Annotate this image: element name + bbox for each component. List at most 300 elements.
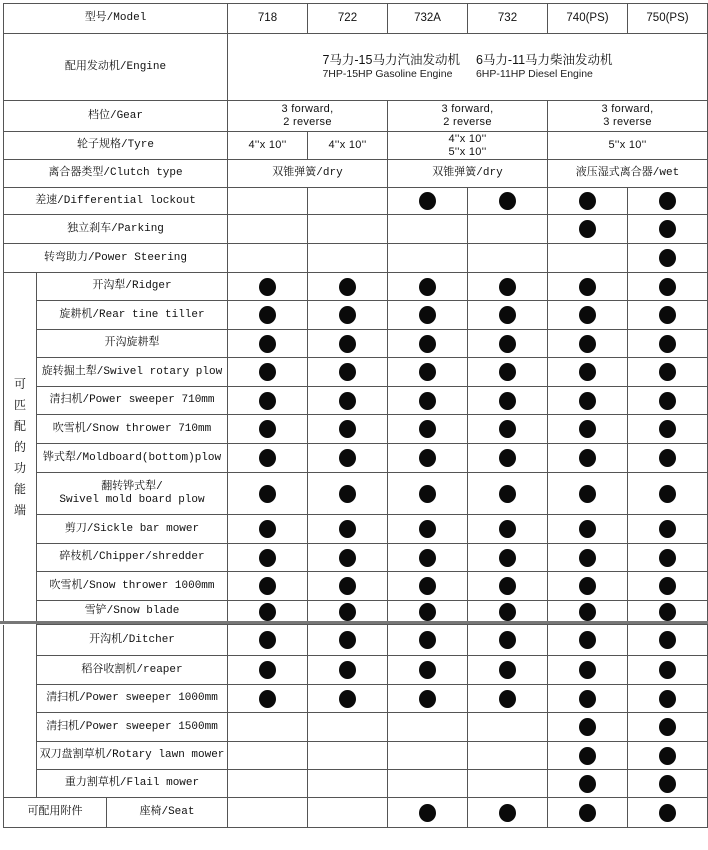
mark-cell-750ps [628,301,708,330]
attachment-label [37,301,228,330]
attachment-row [4,415,708,444]
filled-dot-icon [659,306,676,324]
mark-cell-740ps [548,515,628,544]
attachment-label [37,572,228,601]
mark-cell-722 [308,415,388,444]
mark-cell-722 [308,358,388,387]
model-2: 732A [388,4,468,34]
mark-cell-740ps [548,244,628,273]
mark-cell-750ps [628,601,708,623]
mark-cell-718 [228,444,308,473]
mark-cell-722 [308,444,388,473]
mark-cell-750ps [628,656,708,685]
filled-dot-icon [419,577,436,595]
attachment-row [4,685,708,713]
filled-dot-icon [579,603,596,621]
mark-cell-722 [308,625,388,656]
filled-dot-icon [419,192,436,210]
mark-cell-732a [388,515,468,544]
mark-cell-722 [308,473,388,515]
filled-dot-icon [259,520,276,538]
mark-cell-750ps [628,215,708,244]
engine-row [4,34,708,101]
filled-dot-icon [579,192,596,210]
filled-dot-icon [339,603,356,621]
filled-dot-icon [419,485,436,503]
cell-line-1: 5''x 10'' [608,139,647,151]
model-5: 750(PS) [628,4,708,34]
mark-cell-750ps [628,473,708,515]
feature-label: 转弯助力/Power Steering [4,244,228,273]
mark-cell-722 [308,330,388,358]
filled-dot-icon [659,392,676,410]
filled-dot-icon [339,690,356,708]
filled-dot-icon [499,485,516,503]
filled-dot-icon [339,485,356,503]
filled-dot-icon [659,631,676,649]
mark-cell-732 [468,301,548,330]
attachment-label: 开沟机/Ditcher [37,625,228,656]
mark-cell-740ps [548,770,628,798]
mark-cell-732 [468,572,548,601]
mark-cell-722 [308,656,388,685]
filled-dot-icon [259,420,276,438]
filled-dot-icon [419,804,436,822]
engine-diesel-en: 6HP-11HP Diesel Engine [475,67,593,80]
cell-line-1: 旋耕机/Rear tine tiller [59,308,205,321]
mark-cell-732 [468,188,548,215]
mark-cell-740ps [548,713,628,742]
mark-cell-740ps [548,742,628,770]
cell-line-1: 旋转掘土犁/Swivel rotary plow [41,365,223,378]
attachment-row [4,713,708,742]
accessory-label: 座椅/Seat [107,798,228,828]
filled-dot-icon [659,577,676,595]
filled-dot-icon [659,718,676,736]
header-label: 型号/Model [4,4,228,34]
attachment-label [37,544,228,572]
mark-cell-750ps [628,770,708,798]
cell-line-1: 开沟旋耕犁 [104,337,160,349]
attachment-label [37,330,228,358]
attachment-label [37,415,228,444]
mark-cell-722 [308,601,388,623]
cell-line-1: 3 forward, [281,103,334,115]
mark-cell-722 [308,544,388,572]
mark-cell-722 [308,301,388,330]
gear-row [4,101,708,132]
filled-dot-icon [499,804,516,822]
mark-cell-740ps [548,358,628,387]
filled-dot-icon [659,249,676,267]
cell-line-1: 碎枝机/Chipper/shredder [59,551,205,563]
engine-gasoline [322,53,460,81]
mark-cell-750ps [628,798,708,828]
filled-dot-icon [419,631,436,649]
filled-dot-icon [259,278,276,296]
mark-cell-732a [388,742,468,770]
filled-dot-icon [659,192,676,210]
model-4: 740(PS) [548,4,628,34]
cell-line-2: 2 reverse [443,116,492,128]
filled-dot-icon [659,449,676,467]
attachment-label [37,358,228,387]
engine-gasoline-en: 7HP-15HP Gasoline Engine [322,67,453,80]
attachment-label: 清扫机/Power sweeper 1500mm [37,713,228,742]
filled-dot-icon [339,278,356,296]
engine-label: 配用发动机/Engine [4,34,228,101]
mark-cell-718 [228,544,308,572]
filled-dot-icon [659,661,676,679]
filled-dot-icon [499,420,516,438]
filled-dot-icon [579,363,596,381]
filled-dot-icon [579,804,596,822]
mark-cell-732a [388,625,468,656]
mark-cell-718 [228,188,308,215]
filled-dot-icon [499,631,516,649]
mark-cell-722 [308,572,388,601]
feature-row [4,188,708,215]
mark-cell-718 [228,244,308,273]
mark-cell-750ps [628,188,708,215]
clutch-label: 离合器类型/Clutch type [4,160,228,188]
filled-dot-icon [419,278,436,296]
filled-dot-icon [579,520,596,538]
mark-cell-718 [228,601,308,623]
cell-line-1: 铧式犁/Moldboard(bottom)plow [42,451,222,464]
filled-dot-icon [339,420,356,438]
filled-dot-icon [499,278,516,296]
cell-line-1: 剪刀/Sickle bar mower [64,522,200,535]
attachment-label [37,515,228,544]
filled-dot-icon [499,392,516,410]
filled-dot-icon [259,335,276,353]
filled-dot-icon [659,690,676,708]
mark-cell-718 [228,415,308,444]
filled-dot-icon [339,306,356,324]
mark-cell-732 [468,273,548,301]
mark-cell-732 [468,625,548,656]
attachment-label: 稻谷收割机/reaper [37,656,228,685]
mark-cell-732a [388,244,468,273]
mark-cell-722 [308,798,388,828]
filled-dot-icon [659,747,676,765]
filled-dot-icon [339,549,356,567]
filled-dot-icon [499,363,516,381]
attachment-label: 清扫机/Power sweeper 1000mm [37,685,228,713]
mark-cell-718 [228,770,308,798]
cell-line-1: 3 forward, [441,103,494,115]
accessory-row [4,798,708,828]
mark-cell-718 [228,656,308,685]
filled-dot-icon [579,420,596,438]
filled-dot-icon [579,577,596,595]
tyre-row [4,132,708,160]
mark-cell-732 [468,358,548,387]
mark-cell-750ps [628,544,708,572]
tyre-value [388,132,548,160]
attachment-label [37,273,228,301]
mark-cell-722 [308,387,388,415]
mark-cell-732a [388,415,468,444]
filled-dot-icon [419,549,436,567]
filled-dot-icon [579,661,596,679]
filled-dot-icon [259,577,276,595]
filled-dot-icon [659,220,676,238]
filled-dot-icon [419,420,436,438]
mark-cell-718 [228,798,308,828]
mark-cell-732 [468,742,548,770]
filled-dot-icon [259,485,276,503]
mark-cell-732a [388,685,468,713]
mark-cell-722 [308,215,388,244]
filled-dot-icon [339,520,356,538]
mark-cell-732a [388,188,468,215]
filled-dot-icon [659,520,676,538]
attachment-row [4,625,708,656]
mark-cell-732a [388,544,468,572]
tyre-value [308,132,388,160]
filled-dot-icon [499,661,516,679]
filled-dot-icon [259,363,276,381]
attachment-label [37,387,228,415]
attachment-label: 双刀盘割草机/Rotary lawn mower [37,742,228,770]
filled-dot-icon [259,631,276,649]
gear-label: 档位/Gear [4,101,228,132]
mark-cell-722 [308,770,388,798]
mark-cell-750ps [628,358,708,387]
filled-dot-icon [579,335,596,353]
filled-dot-icon [659,420,676,438]
filled-dot-icon [419,520,436,538]
mark-cell-732 [468,473,548,515]
filled-dot-icon [579,631,596,649]
mark-cell-732 [468,798,548,828]
tyre-value [228,132,308,160]
filled-dot-icon [579,485,596,503]
filled-dot-icon [499,192,516,210]
mark-cell-732 [468,244,548,273]
filled-dot-icon [499,690,516,708]
mark-cell-750ps [628,273,708,301]
cell-line-1: 吹雪机/Snow thrower 710mm [52,422,212,435]
mark-cell-718 [228,742,308,770]
filled-dot-icon [499,549,516,567]
attachment-row [4,358,708,387]
mark-cell-732a [388,330,468,358]
feature-label: 独立刹车/Parking [4,215,228,244]
feature-row [4,215,708,244]
cell-line-1: 雪铲/Snow blade [84,605,180,617]
filled-dot-icon [499,449,516,467]
filled-dot-icon [499,520,516,538]
mark-cell-750ps [628,625,708,656]
mark-cell-750ps [628,415,708,444]
mark-cell-732a [388,713,468,742]
mark-cell-722 [308,713,388,742]
mark-cell-750ps [628,685,708,713]
cell-line-2: 3 reverse [603,116,652,128]
feature-row [4,244,708,273]
mark-cell-718 [228,358,308,387]
filled-dot-icon [659,603,676,621]
attachments-group-continued [4,625,37,798]
cell-line-1: 吹雪机/Snow thrower 1000mm [49,579,215,592]
mark-cell-750ps [628,330,708,358]
mark-cell-732a [388,215,468,244]
filled-dot-icon [659,335,676,353]
model-0: 718 [228,4,308,34]
attachment-row [4,330,708,358]
mark-cell-718 [228,301,308,330]
mark-cell-718 [228,387,308,415]
cell-line-1: 3 forward, [601,103,654,115]
filled-dot-icon [419,392,436,410]
mark-cell-718 [228,473,308,515]
attachment-row [4,273,708,301]
mark-cell-718 [228,572,308,601]
clutch-value: 双锥弹簧/dry [388,160,548,188]
cell-line-1: 4''x 10'' [448,132,487,145]
mark-cell-718 [228,330,308,358]
filled-dot-icon [579,392,596,410]
model-3: 732 [468,4,548,34]
attachment-row [4,301,708,330]
mark-cell-732 [468,713,548,742]
filled-dot-icon [259,449,276,467]
mark-cell-732a [388,601,468,623]
filled-dot-icon [579,220,596,238]
attachment-row [4,742,708,770]
mark-cell-718 [228,713,308,742]
filled-dot-icon [339,449,356,467]
mark-cell-740ps [548,330,628,358]
filled-dot-icon [339,363,356,381]
mark-cell-732a [388,770,468,798]
engine-value [228,34,708,101]
mark-cell-718 [228,273,308,301]
mark-cell-750ps [628,515,708,544]
mark-cell-740ps [548,387,628,415]
attachment-label: 重力割草机/Flail mower [37,770,228,798]
mark-cell-732a [388,387,468,415]
attachment-label [37,444,228,473]
filled-dot-icon [579,690,596,708]
mark-cell-740ps [548,544,628,572]
attachment-row [4,770,708,798]
cell-line-2: 5''x 10'' [448,145,487,158]
mark-cell-732a [388,358,468,387]
filled-dot-icon [499,306,516,324]
cell-line-1: 清扫机/Power sweeper 710mm [49,394,215,406]
feature-label: 差速/Differential lockout [4,188,228,215]
filled-dot-icon [339,661,356,679]
mark-cell-732 [468,685,548,713]
filled-dot-icon [419,690,436,708]
clutch-value: 液压湿式离合器/wet [548,160,708,188]
filled-dot-icon [259,661,276,679]
filled-dot-icon [659,485,676,503]
mark-cell-740ps [548,215,628,244]
cell-line-1: 4''x 10'' [248,139,287,151]
mark-cell-722 [308,188,388,215]
filled-dot-icon [419,335,436,353]
mark-cell-740ps [548,415,628,444]
mark-cell-732 [468,544,548,572]
model-1: 722 [308,4,388,34]
mark-cell-740ps [548,798,628,828]
mark-cell-722 [308,742,388,770]
filled-dot-icon [499,335,516,353]
mark-cell-732a [388,473,468,515]
gear-value [228,101,388,132]
filled-dot-icon [419,363,436,381]
filled-dot-icon [499,577,516,595]
mark-cell-732 [468,330,548,358]
attachment-row [4,572,708,601]
mark-cell-732a [388,444,468,473]
mark-cell-740ps [548,625,628,656]
mark-cell-740ps [548,685,628,713]
mark-cell-718 [228,215,308,244]
filled-dot-icon [259,603,276,621]
mark-cell-740ps [548,572,628,601]
filled-dot-icon [339,631,356,649]
attachment-label [37,601,228,623]
attachment-row [4,544,708,572]
attachment-row [4,656,708,685]
mark-cell-740ps [548,273,628,301]
mark-cell-722 [308,685,388,713]
mark-cell-750ps [628,444,708,473]
filled-dot-icon [339,335,356,353]
filled-dot-icon [259,306,276,324]
mark-cell-732 [468,444,548,473]
mark-cell-740ps [548,301,628,330]
filled-dot-icon [419,449,436,467]
engine-diesel [476,53,613,81]
mark-cell-750ps [628,742,708,770]
filled-dot-icon [259,690,276,708]
mark-cell-732 [468,215,548,244]
filled-dot-icon [659,804,676,822]
filled-dot-icon [579,306,596,324]
filled-dot-icon [419,603,436,621]
attachment-label [37,473,228,515]
mark-cell-732 [468,770,548,798]
cell-line-1: 翻转铧式犁/ [101,480,163,493]
cell-line-2: 2 reverse [283,116,332,128]
mark-cell-722 [308,515,388,544]
mark-cell-732 [468,415,548,444]
filled-dot-icon [339,577,356,595]
engine-gasoline-cn: 7马力-15马力汽油发动机 [322,52,460,67]
filled-dot-icon [659,363,676,381]
filled-dot-icon [419,661,436,679]
gear-value [548,101,708,132]
filled-dot-icon [499,603,516,621]
mark-cell-740ps [548,444,628,473]
filled-dot-icon [339,392,356,410]
attachment-row [4,601,708,623]
filled-dot-icon [259,392,276,410]
filled-dot-icon [579,449,596,467]
mark-cell-732 [468,515,548,544]
mark-cell-732a [388,656,468,685]
accessories-group-label: 可配用附件 [4,798,107,828]
spec-table-part2 [3,624,708,828]
filled-dot-icon [659,278,676,296]
